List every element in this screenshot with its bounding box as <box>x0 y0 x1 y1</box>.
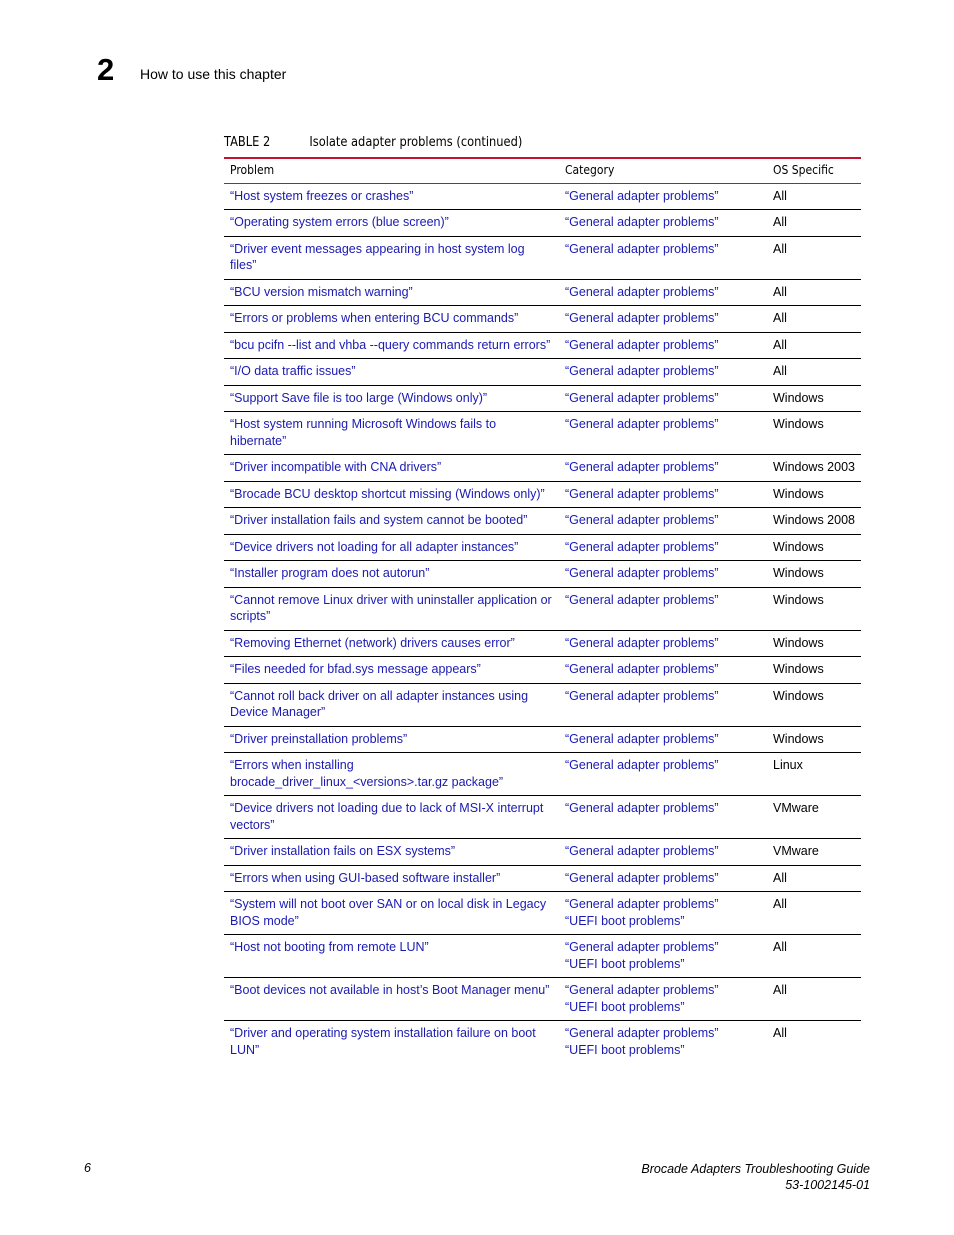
os-specific-cell: All <box>767 306 861 333</box>
os-specific-cell: All <box>767 935 861 978</box>
problem-cell <box>224 683 559 726</box>
category-cell <box>559 561 767 588</box>
problem-cell <box>224 306 559 333</box>
category-link[interactable]: “General adapter problems” <box>565 460 719 474</box>
os-specific-cell: All <box>767 332 861 359</box>
os-specific-cell: Windows <box>767 481 861 508</box>
problem-link[interactable]: “Removing Ethernet (network) drivers causes error” <box>230 635 515 650</box>
doc-number: 53-1002145-01 <box>785 1178 870 1192</box>
footer-doc-info <box>641 1161 870 1193</box>
category-cell <box>559 306 767 333</box>
os-specific-cell: Windows <box>767 683 861 726</box>
os-specific-cell: All <box>767 210 861 237</box>
problem-cell <box>224 279 559 306</box>
problem-link[interactable]: “Device drivers not loading due to lack of MSI-X interrupt vectors” <box>230 801 544 832</box>
problems-table <box>224 157 861 1063</box>
category-cell <box>559 534 767 561</box>
category-cell <box>559 210 767 237</box>
problem-cell <box>224 753 559 796</box>
table-row <box>224 1021 861 1064</box>
os-specific-cell: Windows <box>767 412 861 455</box>
os-specific-cell: Windows <box>767 587 861 630</box>
table-row <box>224 385 861 412</box>
category-cell <box>559 978 767 1021</box>
category-cell <box>559 839 767 866</box>
problem-link[interactable]: “Host not booting from remote LUN” <box>230 940 429 954</box>
category-link[interactable]: “General adapter problems” <box>565 284 719 299</box>
category-cell <box>559 630 767 657</box>
table-title: Isolate adapter problems (continued) <box>309 135 523 150</box>
problem-cell <box>224 385 559 412</box>
os-specific-cell: VMware <box>767 839 861 866</box>
table-row <box>224 978 861 1021</box>
category-link[interactable]: “General adapter problems” <box>565 592 719 607</box>
category-link[interactable]: “General adapter problems” <box>565 417 719 431</box>
category-link[interactable]: “General adapter problems” <box>565 215 719 229</box>
table-row <box>224 657 861 684</box>
problem-link[interactable]: “Cannot remove Linux driver with uninstaller application or scripts” <box>230 592 552 623</box>
category-link[interactable]: “General adapter problems” <box>565 758 719 772</box>
category-link[interactable]: “General adapter problems” <box>565 188 719 203</box>
table-row <box>224 561 861 588</box>
problem-cell <box>224 210 559 237</box>
os-specific-cell: All <box>767 236 861 279</box>
problem-cell <box>224 935 559 978</box>
problem-link[interactable]: “Errors when using GUI-based software installer” <box>230 870 501 885</box>
table-row <box>224 210 861 237</box>
table-body <box>224 183 861 1063</box>
problem-link[interactable]: “Driver incompatible with CNA drivers” <box>230 460 442 474</box>
category-cell <box>559 657 767 684</box>
table-row <box>224 183 861 210</box>
problem-cell <box>224 796 559 839</box>
category-link[interactable]: “General adapter problems” <box>565 1026 719 1040</box>
category-link[interactable]: “General adapter problems” <box>565 311 719 325</box>
os-specific-cell: All <box>767 865 861 892</box>
table-row <box>224 892 861 935</box>
category-cell <box>559 508 767 535</box>
table-row <box>224 332 861 359</box>
os-specific-cell: Windows <box>767 630 861 657</box>
problem-cell <box>224 183 559 210</box>
category-link[interactable]: “General adapter problems” <box>565 390 719 405</box>
table-row <box>224 865 861 892</box>
table-row <box>224 481 861 508</box>
table-row <box>224 935 861 978</box>
problem-cell <box>224 359 559 386</box>
problem-cell <box>224 587 559 630</box>
category-cell <box>559 236 767 279</box>
os-specific-cell: All <box>767 279 861 306</box>
os-specific-cell: All <box>767 978 861 1021</box>
problem-link[interactable]: “Brocade BCU desktop shortcut missing (Windows only)” <box>230 486 545 501</box>
problem-cell <box>224 892 559 935</box>
category-cell <box>559 455 767 482</box>
category-cell <box>559 796 767 839</box>
problem-link[interactable]: “Host system running Microsoft Windows fails to hibernate” <box>230 417 497 448</box>
category-link[interactable]: “General adapter problems” <box>565 870 719 885</box>
problem-cell <box>224 236 559 279</box>
problem-link[interactable]: “Errors when installing brocade_driver_linux_<versions>.tar.gz package” <box>230 758 504 789</box>
os-specific-cell: Windows <box>767 726 861 753</box>
problem-link[interactable]: “Operating system errors (blue screen)” <box>230 215 449 229</box>
category-cell <box>559 412 767 455</box>
os-specific-cell: Windows <box>767 657 861 684</box>
category-link[interactable]: “General adapter problems” <box>565 662 719 676</box>
problem-link[interactable]: “I/O data traffic issues” <box>230 364 356 378</box>
table-row <box>224 455 861 482</box>
table-row <box>224 630 861 657</box>
problem-link[interactable]: “Cannot roll back driver on all adapter instances using Device Manager” <box>230 688 529 719</box>
category-cell <box>559 183 767 210</box>
column-header-problem: Problem <box>224 158 559 183</box>
category-link[interactable]: “General adapter problems” <box>565 566 719 580</box>
table-row <box>224 534 861 561</box>
problem-cell <box>224 412 559 455</box>
problem-link[interactable]: “Boot devices not available in host’s Boot Manager menu” <box>230 983 550 997</box>
table-label: TABLE 2 <box>224 135 271 150</box>
table-row <box>224 753 861 796</box>
problem-link[interactable]: “Support Save file is too large (Windows only)” <box>230 390 488 405</box>
category-link[interactable]: “General adapter problems” <box>565 539 719 554</box>
problem-link[interactable]: “Installer program does not autorun” <box>230 566 430 580</box>
category-cell <box>559 359 767 386</box>
problem-link[interactable]: “bcu pcifn --list and vhba --query commands return errors” <box>230 337 551 352</box>
problem-cell <box>224 839 559 866</box>
problem-cell <box>224 630 559 657</box>
table-header-row <box>224 158 861 183</box>
table-row <box>224 726 861 753</box>
os-specific-cell: VMware <box>767 796 861 839</box>
category-link[interactable]: “General adapter problems” <box>565 513 719 527</box>
guide-title: Brocade Adapters Troubleshooting Guide <box>641 1162 870 1176</box>
os-specific-cell: All <box>767 359 861 386</box>
category-link[interactable]: “General adapter problems” <box>565 688 719 703</box>
chapter-number: 2 <box>97 52 115 87</box>
os-specific-cell: All <box>773 1026 787 1040</box>
category-cell <box>559 892 767 935</box>
category-link[interactable]: “General adapter problems” <box>565 731 719 746</box>
problem-cell <box>224 561 559 588</box>
category-cell <box>559 332 767 359</box>
category-cell <box>559 481 767 508</box>
category-link[interactable]: “UEFI boot problems” <box>565 1042 685 1057</box>
category-link[interactable]: “General adapter problems” <box>565 241 719 256</box>
category-cell <box>559 279 767 306</box>
column-header-os-specific: OS Specific <box>767 158 861 183</box>
category-link[interactable]: “General adapter problems” <box>565 635 719 650</box>
category-link[interactable]: “General adapter problems” <box>565 364 719 378</box>
category-cell <box>559 753 767 796</box>
page-number: 6 <box>84 1161 91 1175</box>
os-specific-cell: Windows <box>767 385 861 412</box>
table-row <box>224 306 861 333</box>
table-row <box>224 359 861 386</box>
category-link[interactable]: “General adapter problems” <box>565 844 719 858</box>
category-cell <box>559 935 767 978</box>
problem-link[interactable]: “Driver and operating system installation failure on boot LUN” <box>230 1026 536 1057</box>
table-row <box>224 508 861 535</box>
problem-cell <box>224 978 559 1021</box>
table-caption <box>224 135 522 151</box>
problem-link[interactable]: “Driver installation fails and system cannot be booted” <box>230 513 528 527</box>
category-link[interactable]: “General adapter problems” <box>565 983 719 997</box>
problem-link[interactable]: “BCU version mismatch warning” <box>230 284 413 299</box>
table-row <box>224 796 861 839</box>
os-specific-cell: All <box>767 183 861 210</box>
problem-cell <box>224 455 559 482</box>
problem-link[interactable]: “Errors or problems when entering BCU commands” <box>230 311 519 325</box>
chapter-title: How to use this chapter <box>140 66 287 82</box>
category-link[interactable]: “General adapter problems” <box>565 897 719 911</box>
problem-cell <box>224 481 559 508</box>
table-row <box>224 839 861 866</box>
problem-cell <box>224 332 559 359</box>
os-specific-cell: Linux <box>767 753 861 796</box>
category-cell <box>559 726 767 753</box>
os-specific-cell: All <box>767 892 861 935</box>
column-header-category: Category <box>559 158 767 183</box>
problem-link[interactable]: “Driver event messages appearing in host system log files” <box>230 241 525 272</box>
category-link[interactable]: “General adapter problems” <box>565 801 719 815</box>
problem-cell <box>224 508 559 535</box>
table-row <box>224 412 861 455</box>
table-row <box>224 236 861 279</box>
category-cell <box>559 683 767 726</box>
table-row <box>224 587 861 630</box>
problem-cell <box>224 865 559 892</box>
table-row <box>224 279 861 306</box>
os-specific-cell: Windows <box>767 561 861 588</box>
os-specific-cell: Windows <box>767 534 861 561</box>
category-link[interactable]: “General adapter problems” <box>565 940 719 954</box>
problem-link[interactable]: “Files needed for bfad.sys message appears” <box>230 662 481 676</box>
category-link[interactable]: “UEFI boot problems” <box>565 999 685 1014</box>
os-specific-cell: Windows 2003 <box>767 455 861 482</box>
problem-link[interactable]: “System will not boot over SAN or on local disk in Legacy BIOS mode” <box>230 897 547 928</box>
problem-link[interactable]: “Host system freezes or crashes” <box>230 188 414 203</box>
category-link[interactable]: “General adapter problems” <box>565 337 719 352</box>
category-cell <box>559 865 767 892</box>
category-cell <box>559 1021 767 1064</box>
category-cell <box>559 385 767 412</box>
problem-link[interactable]: “Device drivers not loading for all adapter instances” <box>230 539 519 554</box>
category-cell <box>559 587 767 630</box>
category-link[interactable]: “UEFI boot problems” <box>565 956 685 971</box>
problem-link[interactable]: “Driver installation fails on ESX systems” <box>230 844 456 858</box>
problem-cell <box>224 534 559 561</box>
table-row <box>224 683 861 726</box>
problem-link[interactable]: “Driver preinstallation problems” <box>230 731 408 746</box>
problem-cell <box>224 657 559 684</box>
os-specific-cell: Windows 2008 <box>767 508 861 535</box>
problem-cell <box>224 1021 559 1064</box>
category-link[interactable]: “UEFI boot problems” <box>565 913 685 928</box>
problem-cell <box>224 726 559 753</box>
category-link[interactable]: “General adapter problems” <box>565 486 719 501</box>
